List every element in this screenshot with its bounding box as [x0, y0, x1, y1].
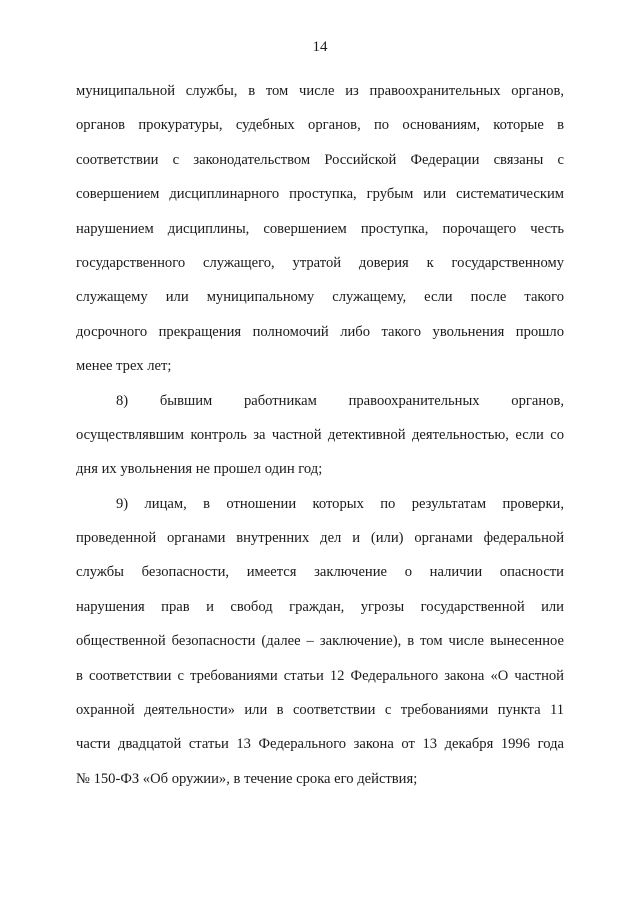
text-line: охранной деятельности» или в соответствии с требованиями пункта 11 [76, 702, 564, 719]
text-line: органов прокуратуры, судебных органов, по основаниям, которые в [76, 117, 564, 134]
text-line: службы безопасности, имеется заключение о наличии опасности [76, 564, 564, 581]
paragraph [76, 487, 564, 797]
text-line: части двадцатой статьи 13 Федерального закона от 13 декабря 1996 года [76, 736, 564, 753]
text-line: соответствии с законодательством Российской Федерации связаны с [76, 151, 564, 168]
text-line: менее трех лет; [76, 358, 172, 375]
text-line: муниципальной службы, в том числе из правоохранительных органов, [76, 83, 564, 99]
paragraph [76, 74, 564, 384]
text-line: нарушения прав и свобод граждан, угрозы государственной или [76, 598, 564, 615]
paragraph [76, 384, 564, 487]
text-line: совершением дисциплинарного проступка, грубым или систематическим [76, 186, 564, 203]
text-line: государственного служащего, утратой доверия к государственному [76, 254, 564, 271]
document-body [76, 74, 564, 796]
text-line: общественной безопасности (далее – заключение), в том числе вынесенное [76, 633, 564, 650]
text-line: 8) бывшим работникам правоохранительных органов, [116, 392, 564, 409]
text-line: осуществлявшим контроль за частной детективной деятельностью, если со [76, 426, 564, 443]
text-line: 9) лицам, в отношении которых по результатам проверки, [116, 495, 564, 512]
text-line: дня их увольнения не прошел один год; [76, 461, 323, 478]
text-line: нарушением дисциплины, совершением проступка, порочащего честь [76, 220, 564, 237]
page-number: 14 [312, 39, 328, 55]
text-line: в соответствии с требованиями статьи 12 Федерального закона «О частной [76, 667, 564, 684]
text-line: служащему или муниципальному служащему, если после такого [76, 289, 564, 306]
text-line: досрочного прекращения полномочий либо такого увольнения прошло [76, 323, 564, 340]
text-line: № 150-ФЗ «Об оружии», в течение срока его действия; [76, 770, 418, 787]
text-line: проведенной органами внутренних дел и (или) органами федеральной [76, 530, 564, 547]
